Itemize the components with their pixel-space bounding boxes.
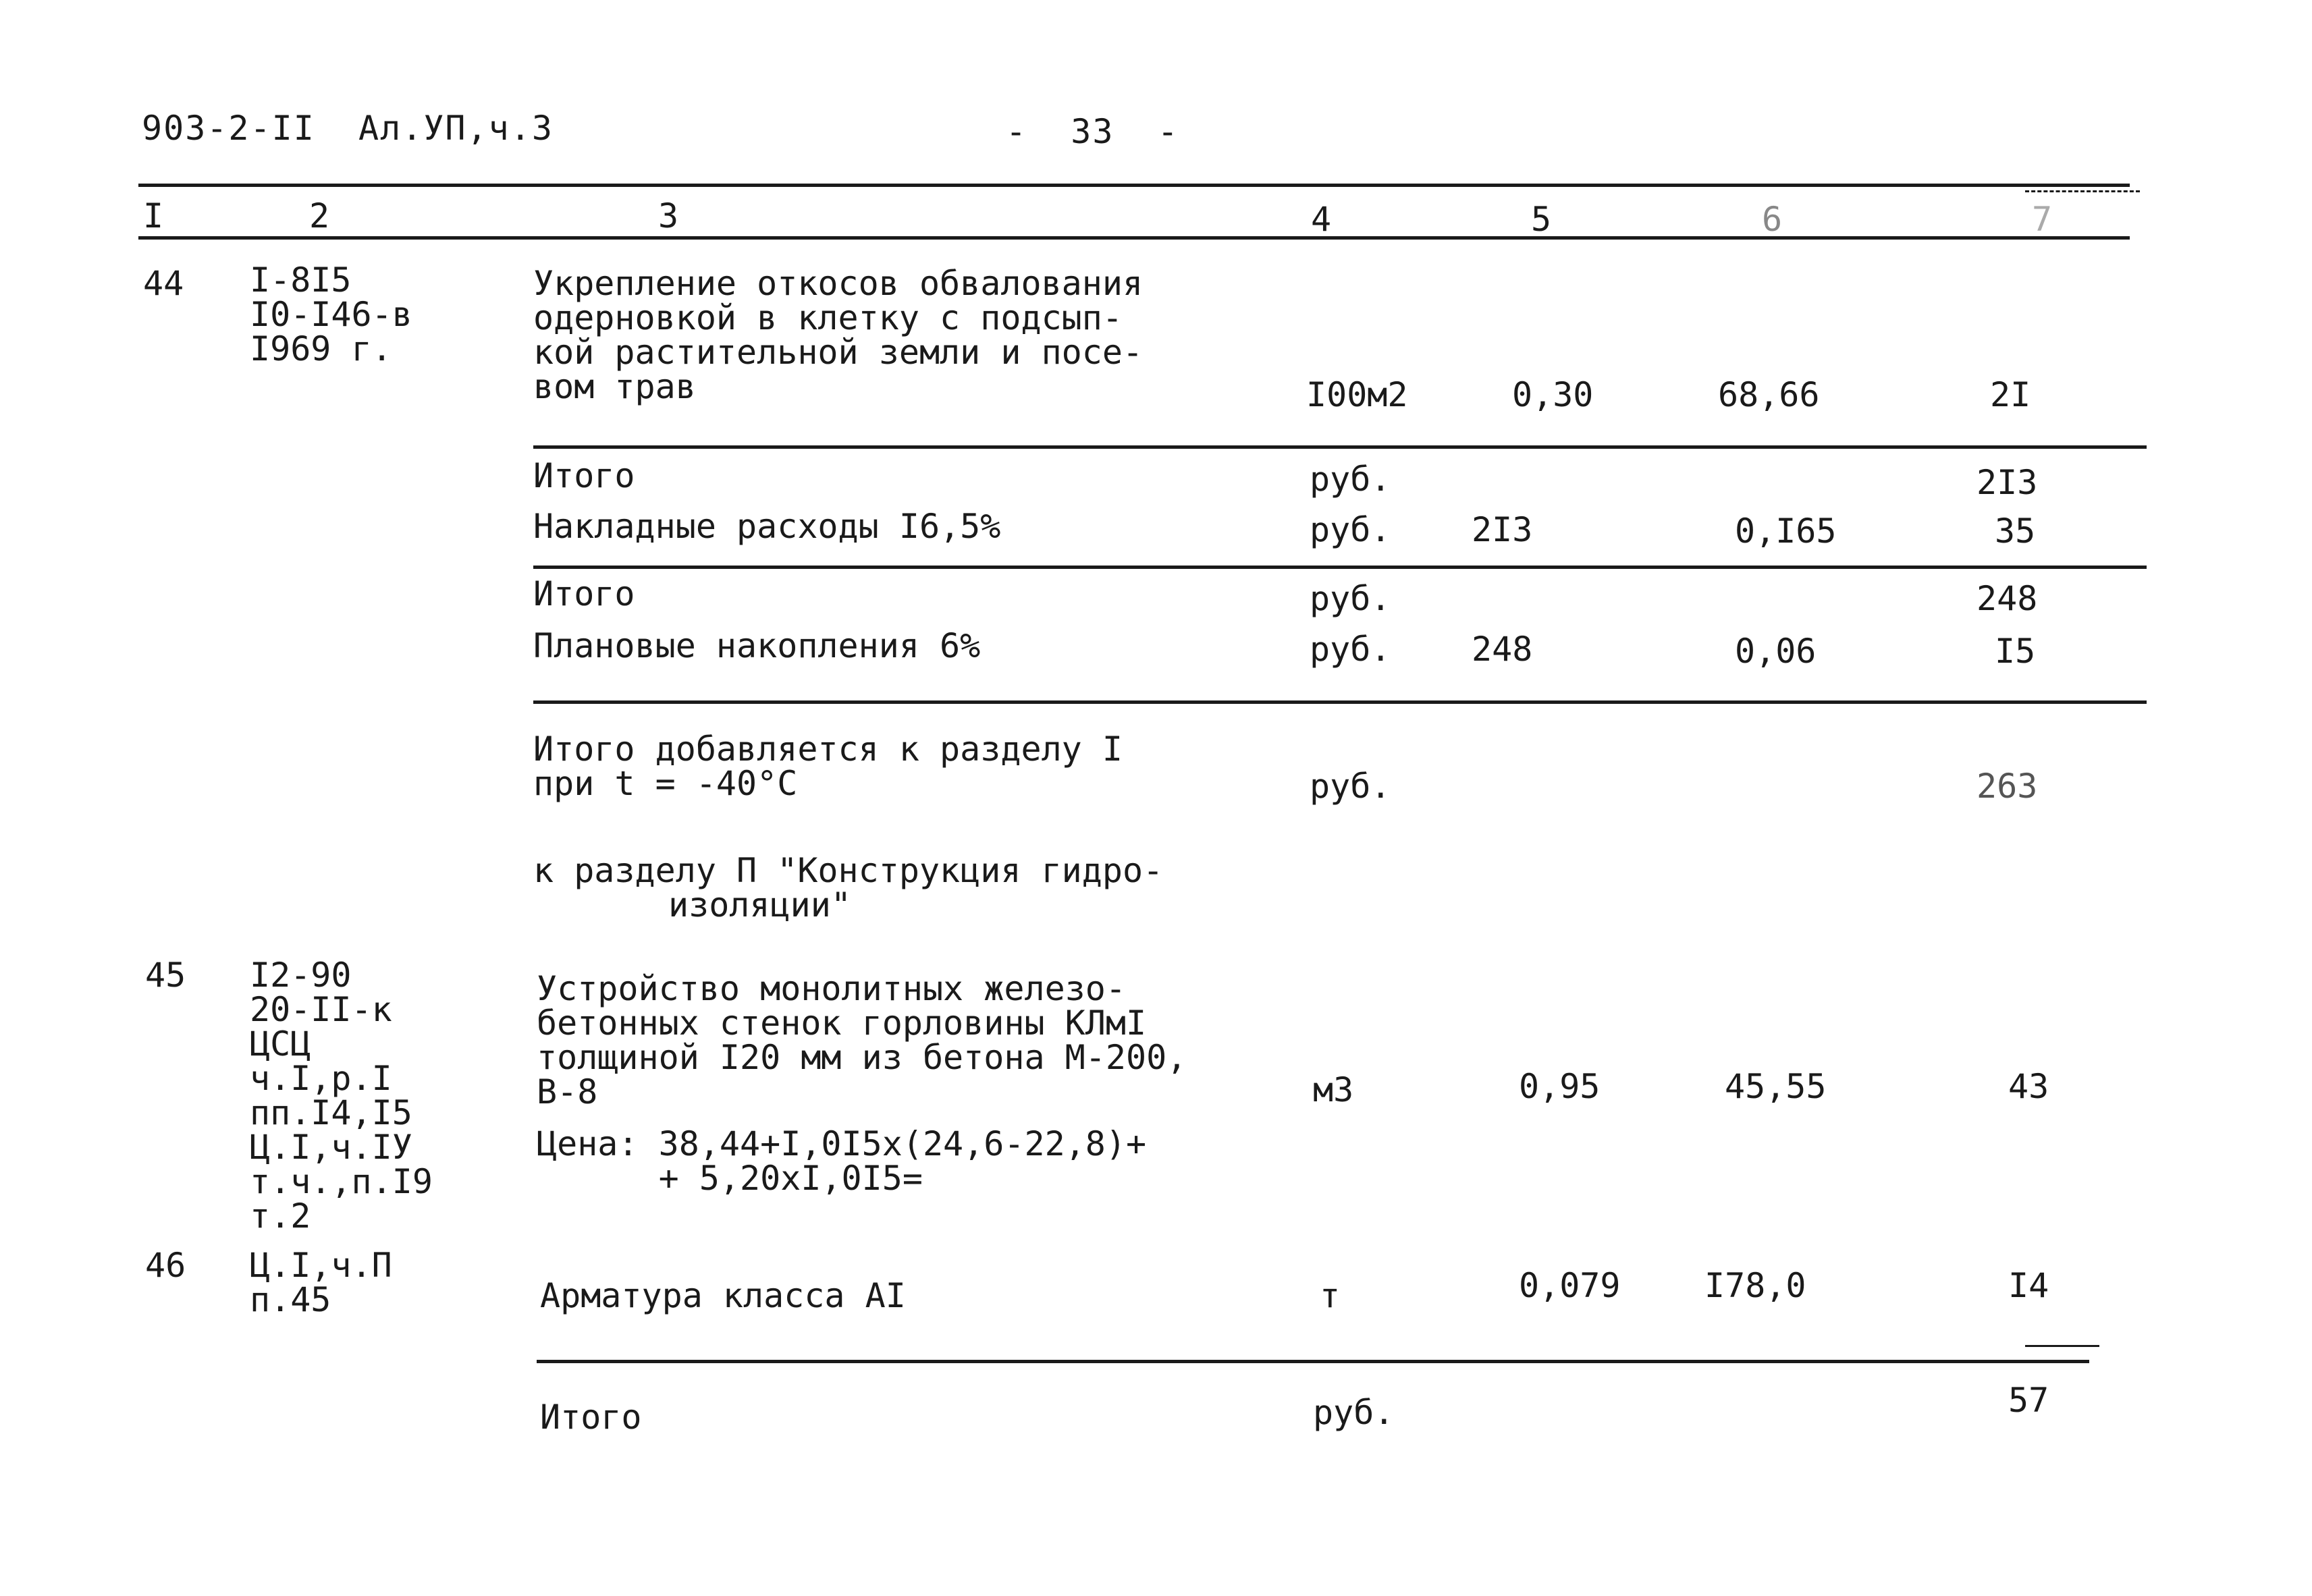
overhead-total: 35: [1995, 512, 2036, 551]
rule-after-row-46: [537, 1360, 2089, 1363]
row-46-quantity: 0,079: [1519, 1266, 1621, 1305]
subtotal-3-unit: руб.: [1313, 1393, 1395, 1432]
rule-after-overhead: [533, 566, 2147, 569]
column-header-4: 4: [1311, 200, 1332, 239]
row-46-unit: т: [1320, 1276, 1341, 1315]
subtotal-3-label: Итого: [540, 1398, 642, 1437]
planned-label: Плановые накопления 6%: [533, 626, 981, 665]
row-45-price-calculation: Цена: 38,44+I,0I5х(24,6-22,8)+ + 5,20хI,0I5=: [537, 1124, 1147, 1198]
added-to-section-1: Итого добавляется к разделу I при t = -40°С: [533, 730, 1123, 803]
row-44-total: 2I: [1990, 375, 2031, 414]
planned-total: I5: [1995, 632, 2036, 671]
row-45-price: 45,55: [1725, 1067, 1827, 1106]
column-header-5: 5: [1531, 200, 1552, 239]
row-44-unit: I00м2: [1306, 375, 1408, 414]
row-44-quantity: 0,30: [1512, 375, 1594, 414]
overhead-base: 2I3: [1472, 510, 1533, 549]
overhead-label: Накладные расходы I6,5%: [533, 507, 1001, 546]
row-44-price: 68,66: [1718, 375, 1820, 414]
rule-after-row-44: [533, 445, 2147, 449]
document-code: 903-2-II Ал.УП,ч.3: [142, 109, 554, 148]
row-45-number: 45: [145, 956, 186, 995]
header-rule-bottom: [138, 236, 2130, 240]
planned-base: 248: [1472, 630, 1533, 669]
page-number: - 33 -: [1006, 112, 1179, 151]
column-header-3: 3: [658, 196, 679, 236]
row-45-unit: м3: [1313, 1070, 1354, 1109]
header-rule-top: [138, 184, 2130, 187]
added-total: 263: [1977, 767, 2038, 806]
row-46-price: I78,0: [1704, 1266, 1806, 1305]
row-45-reference: I2-90 20-II-к ЦСЦ ч.I,р.I пп.I4,I5 Ц.I,ч.IУ т.ч.,п.I9 т.2: [250, 956, 433, 1236]
section-2-heading: к разделу П "Конструкция гидро- изоляции": [533, 851, 1164, 925]
subtotal-3-total: 57: [2008, 1381, 2049, 1420]
planned-rate: 0,06: [1735, 632, 1817, 671]
planned-unit: руб.: [1310, 630, 1391, 669]
row-46-description: Арматура класса АI: [540, 1276, 906, 1315]
added-unit: руб.: [1310, 767, 1391, 806]
subtotal-2-total: 248: [1977, 579, 2038, 618]
subtotal-2-label: Итого: [533, 574, 635, 613]
rule-after-row-46-tail: [2025, 1345, 2099, 1347]
column-header-6: 6: [1762, 200, 1783, 239]
row-44-number: 44: [143, 264, 184, 303]
subtotal-1-unit: руб.: [1310, 460, 1391, 499]
overhead-unit: руб.: [1310, 510, 1391, 549]
row-44-reference: I-8I5 I0-I46-в I969 г.: [250, 260, 412, 368]
row-45-total: 43: [2008, 1067, 2049, 1106]
row-45-description: Устройство монолитных железо- бетонных стенок горловины КЛмI толщиной I20 мм из бетона М-200, В-8: [537, 969, 1187, 1111]
subtotal-1-label: Итого: [533, 456, 635, 495]
row-44-description: Укрепление откосов обвалования одерновкой в клетку с подсып- кой растительной земли и посе- вом трав: [533, 264, 1144, 406]
row-46-number: 46: [145, 1246, 186, 1285]
column-header-7: 7: [2032, 200, 2053, 239]
subtotal-2-unit: руб.: [1310, 579, 1391, 618]
row-46-total: I4: [2008, 1266, 2049, 1305]
column-header-1: I: [143, 196, 164, 236]
subtotal-1-total: 2I3: [1977, 463, 2038, 502]
rule-after-planned: [533, 700, 2147, 704]
column-header-2: 2: [309, 196, 330, 236]
header-rule-top-tail: [2025, 190, 2140, 192]
row-45-quantity: 0,95: [1519, 1067, 1601, 1106]
overhead-rate: 0,I65: [1735, 512, 1837, 551]
row-46-reference: Ц.I,ч.П п.45: [250, 1246, 392, 1319]
